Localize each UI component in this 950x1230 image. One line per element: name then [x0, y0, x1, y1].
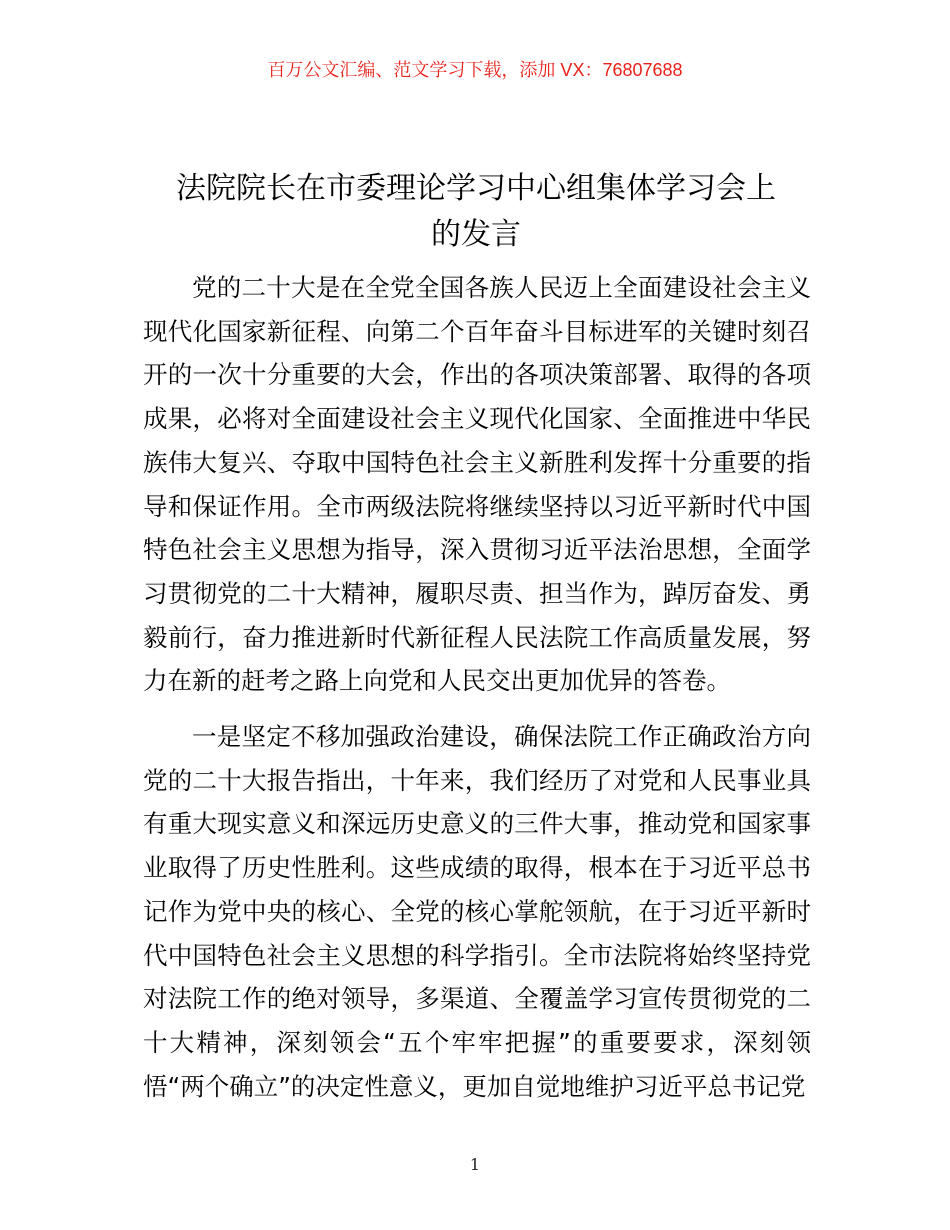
paragraph-political-construction: 一是坚定不移加强政治建设，确保法院工作正确政治方向党的二十大报告指出，十年来，我们经历了对党和人民事业具有重大现实意义和深远历史意义的三件大事，推动党和国家事业取得了历史性胜利。这些成绩的取得，根本在于习近平总书记作为党中央的核心、全党的核心掌舵领航，在于习近平新时代中国特色社会主义思想的科学指引。全市法院将始终坚持党对法院工作的绝对领导，多渠道、全覆盖学习宣传贯彻党的二十大精神，深刻领会“五个牢牢把握”的重要要求，深刻领悟“两个确立”的决定性意义，更加自觉地维护习近平总书记党 [143, 722, 811, 1101]
document-title [140, 166, 812, 258]
title-line-2: 的发言 [431, 217, 521, 252]
header-notice: 百万公文汇编、范文学习下载，添加 VX：76807688 [267, 60, 683, 80]
paragraph-intro: 党的二十大是在全党全国各族人民迈上全面建设社会主义现代化国家新征程、向第二个百年奋斗目标进军的关键时刻召开的一次十分重要的大会，作出的各项决策部署、取得的各项成果，必将对全面建设社会主义现代化国家、全面推进中华民族伟大复兴、夺取中国特色社会主义新胜利发挥十分重要的指导和保证作用。全市两级法院将继续坚持以习近平新时代中国特色社会主义思想为指导，深入贯彻习近平法治思想，全面学习贯彻党的二十大精神，履职尽责、担当作为，踔厉奋发、勇毅前行，奋力推进新时代新征程人民法院工作高质量发展，努力在新的赶考之路上向党和人民交出更加优异的答卷。 [143, 273, 811, 696]
document-body [143, 266, 811, 1108]
title-line-1: 法院院长在市委理论学习中心组集体学习会上 [176, 171, 776, 206]
page-number: 1 [469, 1155, 481, 1174]
